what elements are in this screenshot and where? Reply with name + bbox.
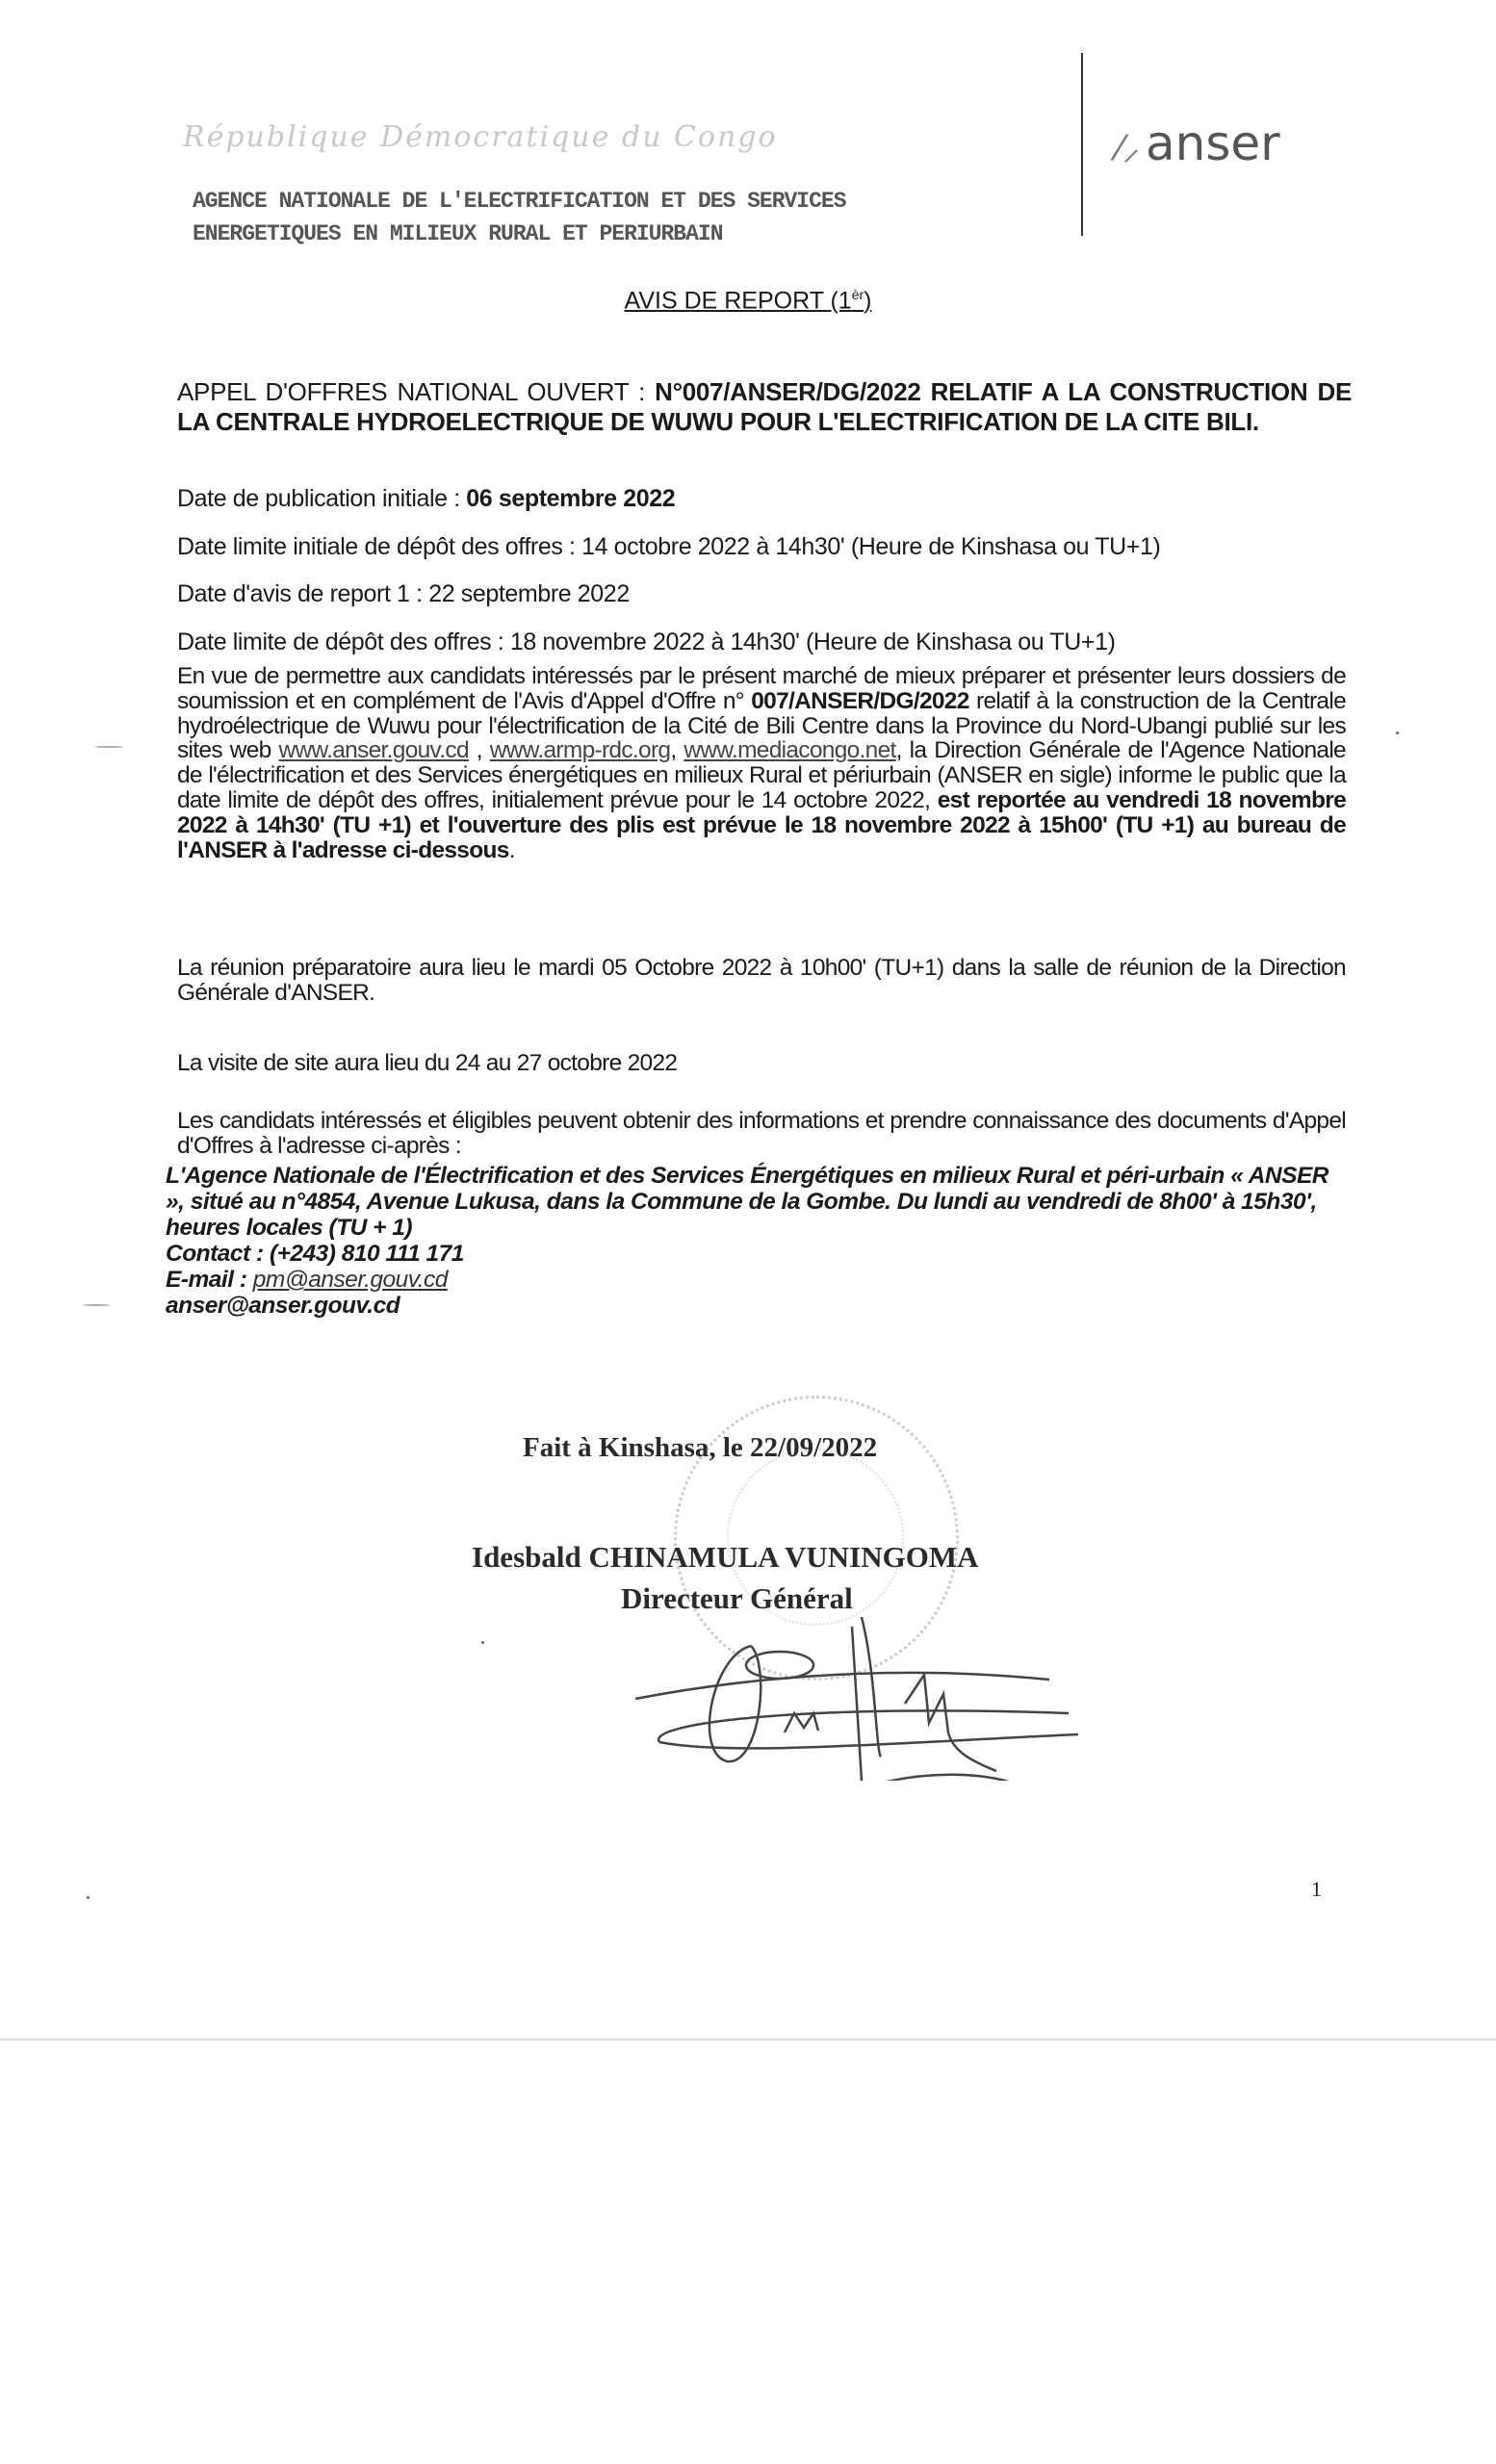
main-paragraph: En vue de permettre aux candidats intéressés par le présent marché de mieux préparer et présenter leurs dossiers de soumission et en complément de l'Avis d'Appel d'Offre n° 007/ANSER/DG/2022 relatif à la construction de la Centrale hydroélectrique de Wuwu pour l'électrification de la Cité de Bili Centre dans la Province du Nord-Ubangi publié sur les sites web www.anser.gouv.cd , www.armp-rdc.org, www.mediacongo.net, la Direction Générale de l'Agence Nationale de l'électrification et des Services énergétiques en milieux Rural et périurbain (ANSER en sigle) informe le public que la date limite de dépôt des offres, initialement prévue pour le 14 octobre 2022, est reportée au vendredi 18 novembre 2022 à 14h30' (TU +1) et l'ouverture des plis est prévue le 18 novembre 2022 à 15h00' (TU +1) au bureau de l'ANSER à l'adresse ci-dessous.: [177, 663, 1346, 863]
scan-mark: [83, 1304, 110, 1306]
header-divider: [1081, 53, 1083, 236]
meeting-paragraph: La réunion préparatoire aura lieu le mardi 05 Octobre 2022 à 10h00' (TU+1) dans la salle de réunion de la Direction Générale d'ANSER.: [177, 955, 1346, 1006]
tender-heading: APPEL D'OFFRES NATIONAL OUVERT : N°007/ANSER/DG/2022 RELATIF A LA CONSTRUCTION DE LA CENTRALE HYDROELECTRIQUE DE WUWU POUR L'ELECTRIFICATION DE LA CITE BILI.: [177, 377, 1352, 436]
site-visit-paragraph: La visite de site aura lieu du 24 au 27 octobre 2022: [177, 1050, 678, 1076]
scan-speck: [1396, 732, 1399, 734]
logo-text: anser: [1146, 116, 1280, 171]
signatory-role: Directeur Général: [621, 1581, 853, 1615]
address-block: [166, 1163, 1346, 1319]
place-date: Fait à Kinshasa, le 22/09/2022: [523, 1432, 878, 1463]
republic-script-header: République Démocratique du Congo: [183, 120, 778, 154]
link-anser[interactable]: www.anser.gouv.cd: [278, 737, 469, 764]
agency-line-1: AGENCE NATIONALE DE L'ELECTRIFICATION ET DES SERVICES: [193, 189, 846, 214]
email-line: E-mail : pm@anser.gouv.cd: [166, 1267, 448, 1293]
date-line: Date de publication initiale : 06 septembre 2022: [177, 485, 676, 512]
logo-rays-icon: ⁄⸝: [1117, 129, 1141, 168]
date-line: Date limite de dépôt des offres : 18 novembre 2022 à 14h30' (Heure de Kinshasa ou TU+1): [177, 628, 1116, 655]
anser-logo: [1117, 116, 1280, 171]
document-title: AVIS DE REPORT $(1^{èr})$: [624, 287, 872, 315]
scan-speck: [87, 1896, 90, 1899]
email-secondary: anser@anser.gouv.cd: [166, 1293, 400, 1319]
contact-phone: Contact : (+243) 810 111 171: [166, 1241, 464, 1267]
date-line: Date limite initiale de dépôt des offres : 14 octobre 2022 à 14h30' (Heure de Kinshasa ou TU+1): [177, 532, 1161, 560]
link-armp[interactable]: www.armp-rdc.org: [489, 737, 671, 764]
address-text: L'Agence Nationale de l'Électrification et des Services Énergétiques en milieux Rural et péri-urbain « ANSER », situé au n°4854, Avenue Lukusa, dans la Commune de la Gombe. Du lundi au vendredi de 8h00' à 15h30', heures locales (TU + 1): [166, 1163, 1328, 1241]
dates-list: [177, 475, 1160, 666]
page-bottom-edge: [0, 2039, 1496, 2040]
candidates-paragraph: Les candidats intéressés et éligibles peuvent obtenir des informations et prendre connaissance des documents d'Appel d'Offres à l'adresse ci-après :: [177, 1108, 1346, 1159]
signatory-name: Idesbald CHINAMULA VUNINGOMA: [472, 1540, 979, 1574]
page-number: 1: [1311, 1877, 1322, 1901]
agency-line-2: ENERGETIQUES EN MILIEUX RURAL ET PERIURBAIN: [193, 221, 723, 246]
scan-speck: [481, 1641, 484, 1644]
link-mediacongo[interactable]: www.mediacongo.net: [684, 737, 896, 764]
email-link[interactable]: pm@anser.gouv.cd: [252, 1267, 448, 1293]
agency-name: [193, 185, 846, 250]
scan-mark: [94, 746, 123, 748]
date-line: Date d'avis de report 1 : 22 septembre 2022: [177, 580, 630, 607]
handwritten-signature: [616, 1559, 1117, 1781]
